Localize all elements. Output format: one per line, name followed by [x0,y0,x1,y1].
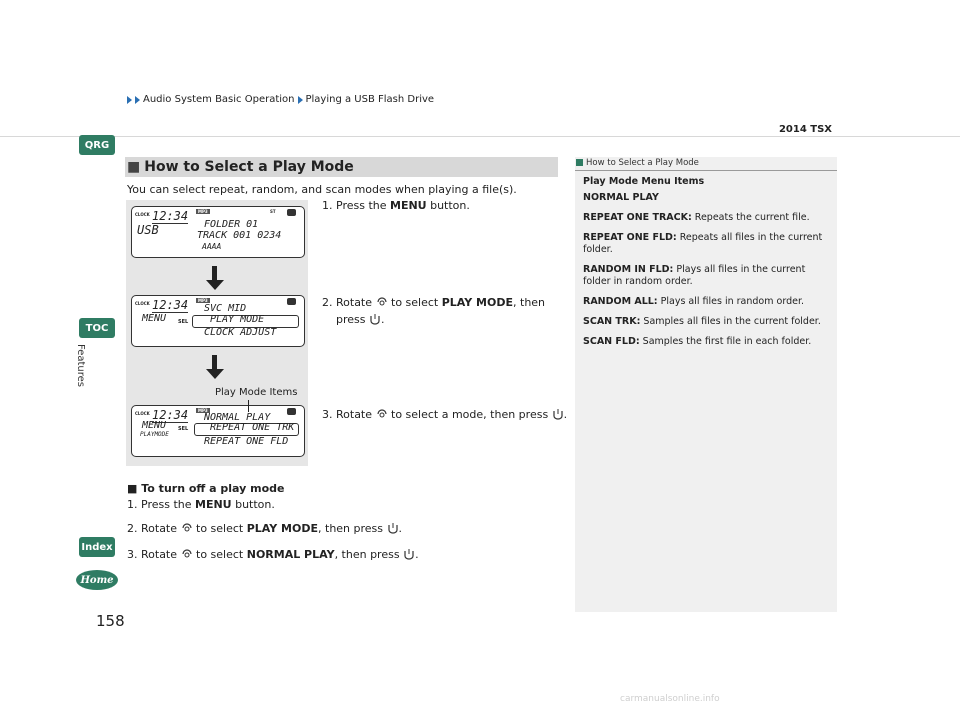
mp3-tag: MP3 [198,298,208,303]
side-note-subtitle: Play Mode Menu Items [583,176,705,187]
press-knob-icon [387,522,399,534]
selector-knob-icon [376,296,388,308]
lcd-display-usb [131,206,305,258]
menu-label: MENU [142,313,167,324]
item-desc: Repeats all files in the current folder. [583,232,823,255]
page-number: 158 [96,612,125,630]
step-text: . [563,408,568,421]
step-text: . [415,548,419,561]
model-label: 2014 TSX [778,124,832,135]
step-number: 3. [322,408,333,421]
display-line-3: REPEAT ONE FLD [204,436,289,447]
press-knob-icon [552,408,564,420]
normal-play-label: NORMAL PLAY [246,548,335,561]
step-text: button. [426,199,470,212]
header-divider [0,136,960,137]
step-text: to select [192,522,247,535]
selector-knob-icon [181,548,193,560]
mp3-tag: MP3 [198,408,208,413]
display-line-2: TRACK 001 0234 [197,230,282,241]
step-number: 3. [127,548,138,561]
down-arrowhead-icon [206,369,224,379]
press-knob-icon [403,548,415,560]
press-knob-icon [369,313,381,325]
breadcrumb-arrow-icon [298,96,303,104]
clock-time: 12:34 [152,209,189,223]
index-button[interactable]: Index [79,537,115,557]
clock-label: CLOCK [135,301,150,306]
selector-knob-icon [376,408,388,420]
lcd-display-menu [131,295,305,347]
section-title: How to Select a Play Mode [144,159,354,175]
callout-leader-line [248,400,249,412]
down-arrow-icon [212,266,217,280]
item-term: REPEAT ONE FLD: [583,232,677,243]
step-text: Rotate [141,548,181,561]
turn-off-step-2 [127,522,402,535]
display-line-1: FOLDER 01 [204,219,259,230]
step-text: button. [231,498,275,511]
mp3-tag: MP3 [198,209,208,214]
down-arrow-icon [212,355,217,369]
turn-off-heading [127,482,285,495]
menu-label: MENU [142,420,167,431]
features-side-label: Features [75,344,86,387]
step-3 [322,406,567,423]
clock-time: 12:34 [152,408,189,422]
step-text: press [336,313,369,326]
menu-button-label: MENU [195,498,232,511]
st-tag: ST [270,209,276,214]
section-marker: ■ [127,159,141,175]
step-number: 1. [322,199,333,212]
source-label: USB [137,223,159,237]
breadcrumb-current[interactable]: Playing a USB Flash Drive [305,94,435,105]
toc-button[interactable]: TOC [79,318,115,338]
item-term: SCAN FLD: [583,336,640,347]
breadcrumb-arrow-icon [127,96,132,104]
item-term: RANDOM ALL: [583,296,658,307]
play-mode-label: PLAY MODE [441,296,514,309]
item-term: NORMAL PLAY [583,192,659,203]
play-mode-label: PLAY MODE [246,522,319,535]
item-term: REPEAT ONE TRACK: [583,212,692,223]
lcd-display-playmode [131,405,305,457]
side-note-title: How to Select a Play Mode [586,158,699,168]
qrg-button[interactable]: QRG [79,135,115,155]
step-text: Rotate [336,408,376,421]
item-term: SCAN TRK: [583,316,641,327]
display-line-1: SVC MID [204,303,247,314]
clock-time: 12:34 [152,298,189,312]
display-line-3: CLOCK ADJUST [204,327,277,338]
subsection-marker: ■ [127,482,138,495]
sel-label: SEL [178,319,189,325]
selector-knob-icon [181,522,193,534]
status-icon [287,408,296,415]
step-text: , then press [334,548,404,561]
step-text: . [398,522,403,535]
step-text: to select [387,296,442,309]
clock-label: CLOCK [135,212,150,217]
step-text: to select [192,548,247,561]
display-line-2: PLAY MODE [210,314,265,325]
breadcrumb [127,94,434,105]
display-line-3: AAAA [202,242,222,251]
item-desc: Samples all files in the current folder. [640,316,821,327]
status-icon [287,298,296,305]
status-icon [287,209,296,216]
step-text: , then [513,296,546,309]
sel-label: SEL [178,426,189,432]
step-text: Press the [336,199,390,212]
play-mode-items-callout: Play Mode Items [215,387,298,398]
item-term: RANDOM IN FLD: [583,264,674,275]
step-text: to select a mode, then press [387,408,552,421]
home-button[interactable]: Home [76,570,118,590]
step-2 [322,294,545,328]
watermark: carmanualsonline.info [620,694,720,704]
display-illustration [126,200,308,466]
step-1 [322,197,470,214]
side-note-header [575,158,837,171]
menu-button-label: MENU [390,199,427,212]
turn-off-step-1 [127,498,275,511]
note-icon [576,159,583,166]
turn-off-step-3 [127,548,419,561]
down-arrowhead-icon [206,280,224,290]
item-desc: Samples the first file in each folder. [639,336,812,347]
step-text: Rotate [141,522,181,535]
step-text: Rotate [336,296,376,309]
item-desc: Plays all files in random order. [657,296,804,307]
playmode-label: PLAYMODE [140,431,169,438]
item-desc: Repeats the current file. [691,212,810,223]
display-line-2: REPEAT ONE TRK [210,422,295,433]
step-number: 2. [322,296,333,309]
item-desc: Plays all files in the current folder in random order. [583,264,806,287]
display-line-1: NORMAL PLAY [204,412,271,423]
step-text: . [381,313,385,326]
step-number: 1. [127,498,138,511]
step-text: , then press [318,522,387,535]
breadcrumb-arrow-icon [135,96,140,104]
intro-text: You can select repeat, random, and scan modes when playing a file(s). [127,183,517,196]
step-number: 2. [127,522,138,535]
subsection-title: To turn off a play mode [141,482,285,495]
step-text: Press the [141,498,195,511]
side-note-body [583,176,831,356]
breadcrumb-link-audio[interactable]: Audio System Basic Operation [143,94,295,105]
clock-label: CLOCK [135,411,150,416]
section-header [125,157,558,177]
